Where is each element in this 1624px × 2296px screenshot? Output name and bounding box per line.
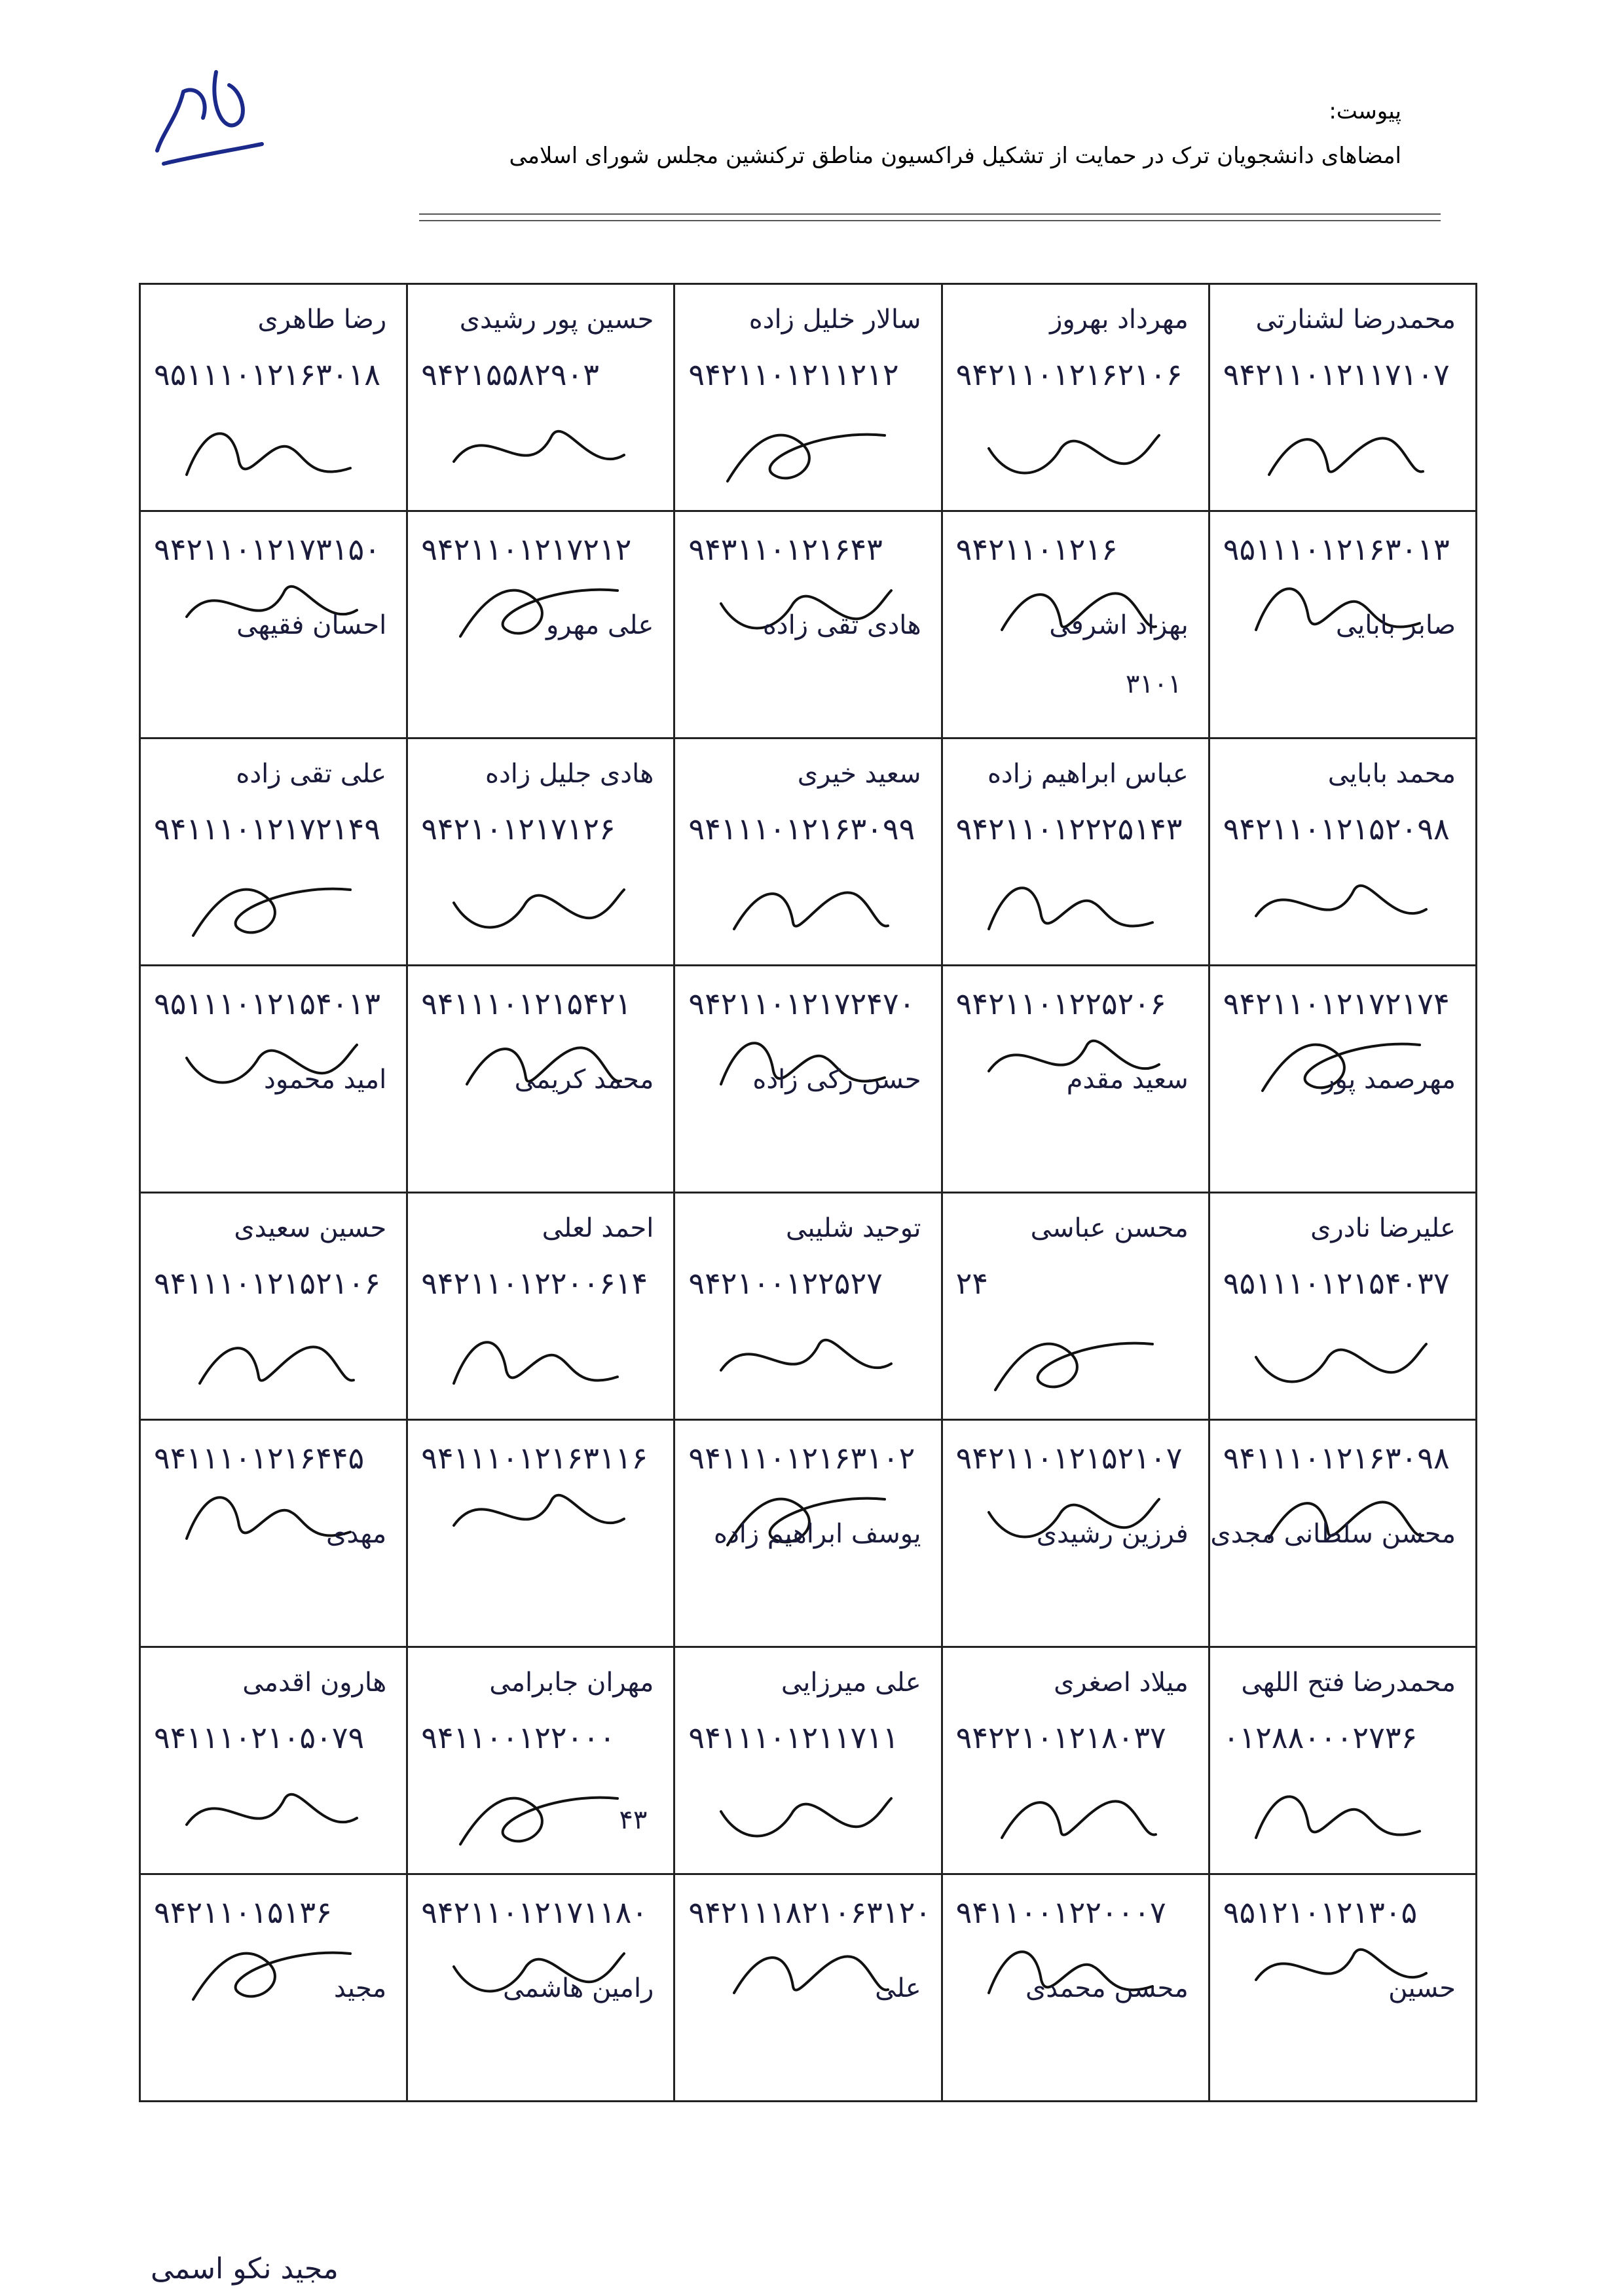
signature-cell xyxy=(942,966,1209,1193)
signature-cell-content xyxy=(675,512,940,737)
student-number: ۹۴۱۱۱۰۱۲۱۶۳۰۹۹ xyxy=(688,811,915,847)
signature-mark xyxy=(447,1318,631,1403)
signature-cell xyxy=(407,1874,674,2102)
signature-cell-content xyxy=(943,1194,1208,1419)
signature-mark xyxy=(1249,864,1433,949)
signature-mark xyxy=(447,409,631,494)
student-number: ۹۵۱۱۱۰۱۲۱۵۴۰۱۳ xyxy=(154,986,380,1021)
signature-mark xyxy=(180,864,363,949)
signer-name: مهرداد بهروز xyxy=(1050,304,1189,335)
signature-cell xyxy=(1209,1193,1476,1420)
signature-cell xyxy=(407,284,674,511)
signature-row xyxy=(140,1420,1477,1647)
signature-mark xyxy=(447,1772,631,1857)
signature-mark xyxy=(180,409,363,494)
signature-cell xyxy=(1209,284,1476,511)
signature-cell-content xyxy=(141,739,406,964)
student-number: ۹۴۲۱۰۰۱۲۲۵۲۷ xyxy=(688,1266,883,1301)
signature-cell xyxy=(407,738,674,966)
student-number: ۹۴۱۱۱۰۱۲۱۵۲۱۰۶ xyxy=(154,1266,380,1301)
signature-cell xyxy=(942,284,1209,511)
signer-name: عباس ابراهیم زاده xyxy=(987,759,1189,789)
signature-cell xyxy=(674,738,942,966)
signature-mark xyxy=(1249,1318,1433,1403)
student-number: ۹۴۲۱۱۰۱۲۱۷۲۱۷۴ xyxy=(1223,986,1450,1021)
footer-handwritten-name: مجید نکو اسمی xyxy=(151,2252,339,2286)
signature-cell-content xyxy=(943,966,1208,1192)
signer-name: رضا طاهری xyxy=(257,304,387,335)
signature-cell-content xyxy=(675,1421,940,1646)
signer-name: سعید خیری xyxy=(797,759,921,789)
student-number: ۹۴۲۱۱۰۱۵۱۳۶ xyxy=(154,1895,332,1930)
signature-mark xyxy=(447,1473,631,1558)
signer-name: احسان فقیهی xyxy=(236,610,387,640)
signature-row xyxy=(140,1193,1477,1420)
student-number: ۹۴۱۱۱۰۱۲۱۶۴۴۵ xyxy=(154,1440,365,1476)
signature-row xyxy=(140,511,1477,738)
signer-name: علی تقی زاده xyxy=(236,759,387,789)
student-number: ۹۴۳۱۱۰۱۲۱۶۴۳ xyxy=(688,532,883,567)
signer-name: علی xyxy=(875,1973,921,2003)
signature-mark xyxy=(714,1318,898,1403)
signature-cell xyxy=(1209,511,1476,738)
signature-cell xyxy=(674,1420,942,1647)
signer-name: محمدرضا لشنارتی xyxy=(1255,304,1456,335)
signer-name: مهرصمد پور xyxy=(1322,1065,1456,1095)
student-number: ۹۴۲۱۱۱۸۲۱۰۶۳۱۲۰ xyxy=(688,1895,931,1930)
signature-cell xyxy=(407,1647,674,1874)
signature-mark xyxy=(714,1927,898,2013)
signature-row xyxy=(140,966,1477,1193)
signature-cell-content xyxy=(141,1648,406,1873)
signer-name: احمد لعلی xyxy=(542,1213,654,1243)
student-number: ۹۴۱۱۱۰۱۲۱۵۴۲۱ xyxy=(421,986,632,1021)
signature-mark xyxy=(180,1772,363,1857)
signature-mark xyxy=(1249,409,1433,494)
header-divider-secondary xyxy=(419,220,1441,221)
signature-cell xyxy=(1209,1874,1476,2102)
student-number: ۹۴۱۱۰۰۱۲۲۰۰۰۷ xyxy=(955,1895,1166,1930)
signature-mark xyxy=(982,1772,1166,1857)
signature-cell xyxy=(942,1193,1209,1420)
student-number: ۹۴۲۱۱۰۱۲۲۵۲۰۶ xyxy=(955,986,1166,1021)
signature-cell-content xyxy=(141,1194,406,1419)
signature-cell-content xyxy=(675,1648,940,1873)
signature-cell-content xyxy=(408,1875,673,2100)
signature-mark xyxy=(714,409,898,494)
student-number: ۹۴۱۱۱۰۱۲۱۶۳۱۱۶ xyxy=(421,1440,648,1476)
signature-cell xyxy=(407,511,674,738)
signature-cell-content xyxy=(675,1875,940,2100)
attachment-label: پیوست: xyxy=(1329,98,1401,124)
signer-name: محسن سلطانی مجدی xyxy=(1210,1519,1456,1549)
student-number: ۹۵۱۱۱۰۱۲۱۶۳۰۱۸ xyxy=(154,357,380,392)
signature-cell-content xyxy=(1210,966,1475,1192)
signer-name: محمد کریمی xyxy=(514,1065,654,1095)
student-number: ۹۵۱۱۱۰۱۲۱۵۴۰۳۷ xyxy=(1223,1266,1450,1301)
signer-name: فرزین رشیدی xyxy=(1036,1519,1189,1549)
signature-cell xyxy=(1209,966,1476,1193)
signature-cell-content xyxy=(675,739,940,964)
signature-cell xyxy=(140,284,407,511)
signer-name: میلاد اصغری xyxy=(1054,1667,1189,1698)
signature-cell xyxy=(1209,1647,1476,1874)
student-number: ۹۴۲۱۱۰۱۲۱۵۲۱۰۷ xyxy=(955,1440,1183,1476)
signer-name: یوسف ابراهیم زاده xyxy=(714,1519,921,1549)
signature-mark xyxy=(982,864,1166,949)
signature-mark xyxy=(714,864,898,949)
header-divider xyxy=(419,213,1441,215)
signer-name: علی میرزایی xyxy=(781,1667,921,1698)
signature-cell-content xyxy=(943,739,1208,964)
signature-cell-content xyxy=(675,966,940,1192)
student-number: ۹۴۱۱۱۰۱۲۱۱۷۱۱ xyxy=(688,1720,899,1755)
signature-mark xyxy=(447,864,631,949)
signer-name: علی مهرو xyxy=(545,610,654,640)
signature-cell-content xyxy=(408,739,673,964)
signer-name: محسن محمدی xyxy=(1025,1973,1189,2003)
signature-mark xyxy=(982,409,1166,494)
signature-cell xyxy=(942,1647,1209,1874)
signature-table xyxy=(139,283,1477,2102)
signature-cell-content xyxy=(675,1194,940,1419)
student-number: ۹۴۲۱۱۰۱۲۱۷۲۴۷۰ xyxy=(688,986,915,1021)
signature-cell xyxy=(140,511,407,738)
signature-mark xyxy=(714,1772,898,1857)
signer-name: مهران جابرامی xyxy=(489,1667,654,1698)
student-number: ۹۴۲۱۵۵۸۲۹۰۳ xyxy=(421,357,599,392)
signature-cell-content xyxy=(141,285,406,510)
signature-cell xyxy=(407,1420,674,1647)
signature-cell xyxy=(942,738,1209,966)
signer-name: مجید xyxy=(333,1973,387,2003)
student-number: ۹۴۲۲۱۰۱۲۱۸۰۳۷ xyxy=(955,1720,1166,1755)
signature-row xyxy=(140,1647,1477,1874)
signature-cell-content xyxy=(1210,285,1475,510)
student-number: ۹۴۱۱۱۰۲۱۰۵۰۷۹ xyxy=(154,1720,365,1755)
signer-name: هادی جلیل زاده xyxy=(485,759,654,789)
signature-cell-content xyxy=(943,512,1208,737)
signature-cell-content xyxy=(408,966,673,1192)
signature-cell xyxy=(140,738,407,966)
document-title: امضاهای دانشجویان ترک در حمایت از تشکیل فراکسیون مناطق ترکنشین مجلس شورای اسلامی xyxy=(509,143,1401,169)
signature-cell xyxy=(942,1420,1209,1647)
signature-mark xyxy=(982,1318,1166,1403)
signature-cell-content xyxy=(943,1421,1208,1646)
student-number: ۲۴ xyxy=(955,1266,988,1301)
signature-cell xyxy=(674,1647,942,1874)
signature-cell xyxy=(140,1874,407,2102)
signature-cell xyxy=(1209,738,1476,966)
signer-name: محمد بابایی xyxy=(1327,759,1456,789)
signer-name: هارون اقدمی xyxy=(242,1667,387,1698)
signer-name: سعید مقدم xyxy=(1066,1065,1189,1095)
signature-cell xyxy=(942,511,1209,738)
student-number: ۹۴۱۱۰۰۱۲۲۰۰۰ xyxy=(421,1720,616,1755)
signature-cell xyxy=(674,284,942,511)
signature-cell xyxy=(674,966,942,1193)
signature-cell-content xyxy=(141,512,406,737)
signer-name: صابر بابایی xyxy=(1335,610,1456,640)
signature-cell xyxy=(674,1874,942,2102)
signer-name: محمدرضا فتح اللهی xyxy=(1241,1667,1456,1698)
signature-cell xyxy=(140,1193,407,1420)
signer-name: علیرضا نادری xyxy=(1310,1213,1456,1243)
signature-cell-content xyxy=(141,966,406,1192)
signer-name: هادی تقی زاده xyxy=(762,610,921,640)
student-number: ۹۴۲۱۱۰۱۲۱۶ xyxy=(955,532,1118,567)
student-number: ۹۴۲۱۰۱۲۱۷۱۲۶ xyxy=(421,811,616,847)
student-number: ۹۴۲۱۱۰۱۲۱۷۲۱۲ xyxy=(421,532,632,567)
signer-name: مهدی xyxy=(326,1519,387,1549)
signature-cell xyxy=(140,1647,407,1874)
extra-note: ۳۱۰۱ xyxy=(1125,669,1182,699)
signature-cell xyxy=(674,1193,942,1420)
signature-cell-content xyxy=(141,1875,406,2100)
handwritten-stamp-signature xyxy=(138,52,275,177)
signature-row xyxy=(140,284,1477,511)
signature-cell-content xyxy=(1210,739,1475,964)
signer-name: امید محمود xyxy=(264,1065,387,1095)
student-number: ۹۴۲۱۱۰۱۲۱۱۲۱۲ xyxy=(688,357,899,392)
signer-name: رامین هاشمی xyxy=(503,1973,654,2003)
student-number: ۹۴۲۱۱۰۱۲۱۶۲۱۰۶ xyxy=(955,357,1183,392)
signature-cell-content xyxy=(1210,1648,1475,1873)
signer-name: حسین پور رشیدی xyxy=(459,304,654,335)
signature-cell-content xyxy=(408,1194,673,1419)
signature-cell xyxy=(1209,1420,1476,1647)
signature-cell-content xyxy=(141,1421,406,1646)
signer-name: بهزاد اشرفی xyxy=(1049,610,1189,640)
signature-cell-content xyxy=(408,1421,673,1646)
signature-cell-content xyxy=(675,285,940,510)
signature-cell-content xyxy=(408,285,673,510)
signature-cell-content xyxy=(1210,1194,1475,1419)
student-number: ۹۴۲۱۱۰۱۲۱۷۳۱۵۰ xyxy=(154,532,380,567)
signature-cell xyxy=(942,1874,1209,2102)
student-number: ۹۴۱۱۱۰۱۲۱۷۲۱۴۹ xyxy=(154,811,380,847)
student-number: ۹۵۱۱۱۰۱۲۱۶۳۰۱۳ xyxy=(1223,532,1450,567)
signer-name: توحید شلیبی xyxy=(786,1213,921,1243)
signature-mark xyxy=(180,1318,363,1403)
student-number: ۹۴۱۱۱۰۱۲۱۶۳۱۰۲ xyxy=(688,1440,915,1476)
signature-cell-content xyxy=(1210,1421,1475,1646)
signature-cell xyxy=(407,1193,674,1420)
signature-cell-content xyxy=(1210,512,1475,737)
signature-cell-content xyxy=(943,1648,1208,1873)
student-number: ۰۱۲۸۸۰۰۰۲۷۳۶ xyxy=(1223,1720,1418,1755)
signature-cell-content xyxy=(943,1875,1208,2100)
student-number: ۹۵۱۲۱۰۱۲۱۳۰۵ xyxy=(1223,1895,1418,1930)
student-number: ۹۴۲۱۱۰۱۲۱۱۷۱۰۷ xyxy=(1223,357,1450,392)
signature-cell xyxy=(140,1420,407,1647)
signer-name: سالار خلیل زاده xyxy=(748,304,921,335)
student-number: ۹۴۲۱۱۰۱۲۱۵۲۰۹۸ xyxy=(1223,811,1450,847)
signature-cell xyxy=(407,966,674,1193)
signature-cell-content xyxy=(408,1648,673,1873)
signature-cell-content xyxy=(408,512,673,737)
student-number: ۹۴۲۱۱۰۱۲۲۲۵۱۴۳ xyxy=(955,811,1183,847)
signature-cell xyxy=(140,966,407,1193)
signer-name: حسین سعیدی xyxy=(234,1213,387,1243)
signature-row xyxy=(140,1874,1477,2102)
signature-row xyxy=(140,738,1477,966)
signature-cell-content xyxy=(943,285,1208,510)
student-number: ۹۴۲۱۱۰۱۲۲۰۰۶۱۴ xyxy=(421,1266,648,1301)
signer-name: محسن عباسی xyxy=(1030,1213,1189,1243)
signature-cell-content xyxy=(1210,1875,1475,2100)
student-number: ۹۴۲۱۱۰۱۲۱۷۱۱۸۰ xyxy=(421,1895,648,1930)
signer-name: حسن زکی زاده xyxy=(752,1065,921,1095)
signer-name: حسین xyxy=(1388,1973,1456,2003)
extra-note: ۴۳ xyxy=(619,1805,648,1835)
signature-mark xyxy=(1249,1772,1433,1857)
student-number: ۹۴۱۱۱۰۱۲۱۶۳۰۹۸ xyxy=(1223,1440,1450,1476)
signature-cell xyxy=(674,511,942,738)
